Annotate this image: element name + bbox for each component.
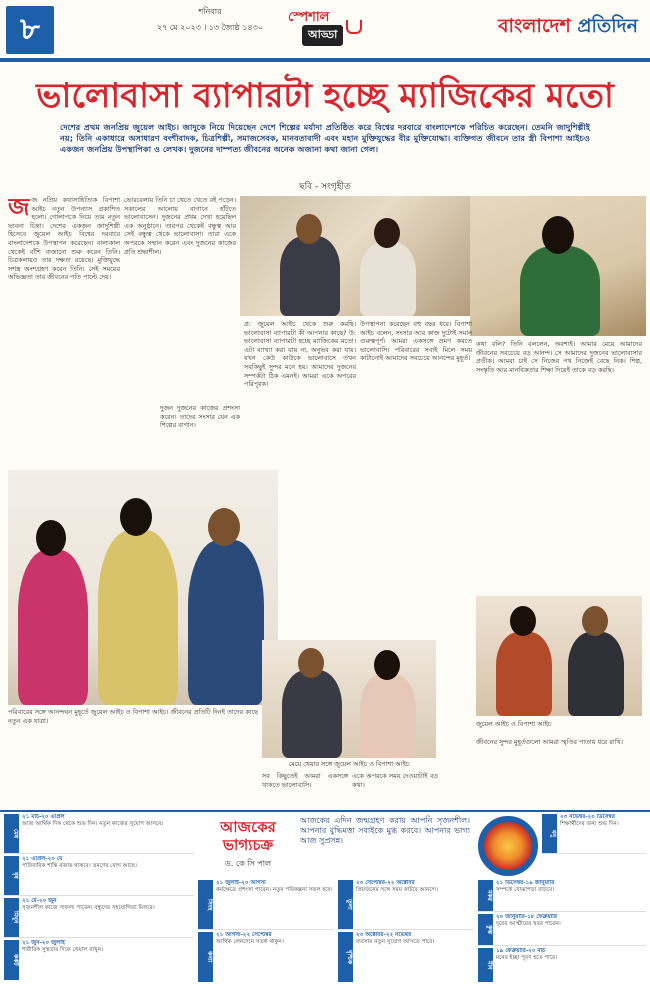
sign-date: ২৩ সেপ্টেম্বর-২২ অক্টোবর	[356, 880, 415, 886]
sign-text: ব্যবসায় নতুন সুযোগ আসতে পারে।	[356, 939, 435, 946]
sign-label: বৃশ্চিক	[338, 932, 353, 982]
horoscope-intro: আজকের এদিন জন্মগ্রহণ করায় আপনি সৃজনশীল। আপনার বুদ্ধিমত্তা সবাইকে মুগ্ধ করবে। আপনার ভাগ্য আজ সুপ্রসন্ন।	[300, 816, 470, 845]
sign-label: তুলা	[338, 880, 353, 929]
sign-text: সম্পর্কে বোঝাপড়া বাড়বে।	[496, 887, 555, 894]
sign-date: ১৯ ফেব্রুয়ারি-২০ মার্চ	[496, 948, 546, 954]
horoscope-sign-gemini	[4, 898, 194, 938]
photo-couple-sofa	[240, 196, 470, 316]
sign-label: মকর	[478, 880, 493, 911]
sign-text: শিক্ষার্থীদের জন্য শুভ দিন।	[560, 821, 619, 828]
masthead-part-1: বাংলাদেশ	[497, 15, 571, 37]
sign-text: আজ আর্থিক দিক থেকে শুভ দিন। নতুন কাজের সুযোগ আসবে।	[22, 821, 164, 828]
body-column-lower-3: জীবনের সুন্দর মুহূর্তগুলো আমরা স্মৃতির পাতায় ধরে রাখি।	[476, 738, 623, 746]
sign-date: ২৩ অক্টোবর-২২ নভেম্বর	[356, 932, 412, 938]
body-column-5: কথা বলি? তিনি বললেন, অবশ্যই। আমার মেয়ে আমাদের জীবনের সবচেয়ে বড় আনন্দ। সে আমাদের দুজনের ভালোবাসার প্রতীক। আমরা চাই সে নিজের পথ নিজেই বেছে নিক। শিল্প, সংস্কৃতি আর মানবিকতার শিক্ষা দিয়েই তাকে বড় করছি।	[476, 340, 642, 374]
sign-date: ২১ মার্চ-২০ এপ্রিল	[22, 814, 65, 820]
horoscope-sign-aquarius	[478, 914, 646, 946]
horoscope-title-line-2: ভাগ্যচক্র	[222, 836, 274, 854]
sign-text: কর্মক্ষেত্রে প্রশংসা পাবেন। নতুন পরিকল্পনা সফল হবে।	[216, 887, 333, 894]
header-rule	[0, 58, 650, 62]
page-header	[0, 0, 650, 62]
body-column-1	[8, 196, 120, 468]
article-intro: দেশের প্রথম জনপ্রিয় জুয়েল আইচ। জাদুকে নিয়ে দিয়েছেন দেশে শিল্পের মর্যাদা প্রতিষ্ঠিত করে বিশ্বের দরবারে বাংলাদেশকে পরিচিত করেছেন। তেমনি জাদুশিল্পীই নয়; তিনি একাধারে অসাধারণ বংশীবাদক, চিত্রশিল্পী, সমাজসেবক, মানবতাবাদী এবং মহান মুক্তিযুদ্ধের বীর মুক্তিযোদ্ধা। ব্যক্তিগত জীবনে তার স্ত্রী বিপাশা আইচও একজন জনপ্রিয় উপস্থাপিকা ও লেখক। দুজনের দাম্পত্য জীবনের অনেক অজানা কথা জানা গেল।	[60, 122, 590, 154]
sign-label: মেষ	[4, 814, 19, 853]
horoscope-author: ড. কে সি পাল	[224, 859, 272, 868]
sign-date: ২১ জুলাই-২০ আগস্ট	[216, 880, 266, 886]
sign-label: কর্কট	[4, 940, 19, 980]
body-column-lower-1: সব কিছুতেই আমরা একসঙ্গে থাকতে ভালোবাসি।	[262, 772, 348, 789]
drop-cap: জ	[8, 196, 30, 221]
article-headline: ভালোবাসা ব্যাপারটা হচ্ছে ম্যাজিকের মতো	[36, 76, 614, 116]
sign-label: কন্যা	[198, 932, 213, 982]
section-logo-bottom: আড্ডা	[302, 25, 343, 46]
horoscope-sign-pisces	[478, 948, 646, 982]
body-column-4: উপস্থাপনা করেছেন বহু বছর ধরে। বিপাশা আইচ বলেন, সংসার আর কাজ দুটোই সমান গুরুত্বপূর্ণ। আমরা একসঙ্গে ভ্রমণ করতে ভালোবাসি। পরিবারের সবাই মিলে সময় কাটানোই আমাদের সবচেয়ে আনন্দের মুহূর্ত।	[360, 320, 472, 363]
sign-text: প্রিয়জনের সঙ্গে সময় কাটবে আনন্দে।	[356, 887, 439, 894]
sign-label: মিথুন	[4, 898, 19, 937]
sign-text: সৃজনশীল কাজে সাফল্য পাবেন। বন্ধুদের সহযোগিতা মিলবে।	[22, 905, 155, 912]
sign-text: আর্থিক লেনদেনে সতর্ক থাকুন।	[216, 939, 284, 946]
photo-daughter	[262, 640, 436, 758]
sign-label: মীন	[478, 948, 493, 982]
horoscope-sign-leo	[198, 880, 334, 930]
sign-label: ধনু	[542, 814, 557, 853]
page-number: ৮	[6, 6, 54, 54]
horoscope-sign-cancer	[4, 940, 194, 980]
section-logo-top: স্পেশাল	[288, 10, 330, 25]
photo-caption-daughter: মেয়ে খেয়ার সঙ্গে জুয়েল আইচ ও বিপাশা আইচ	[288, 760, 410, 768]
photo-couple-standing	[476, 596, 642, 716]
body-column-2: ভোরবেলায় তিনি চা খেতে খেতে বই পড়েন। সকালের আলোয় বাগানে হাঁটতে ভালোবাসেন। দুজনের প্রথম দেখা হয়েছিল এক অনুষ্ঠানে। তারপর থেকেই বন্ধুত্ব আর সেই বন্ধুত্ব থেকে ভালোবাসা। তারা একে অপরকে সম্মান করেন এবং দুজনের কাজের প্রতি শ্রদ্ধাশীল।	[124, 196, 236, 256]
horoscope-sign-virgo	[198, 932, 334, 982]
photo-bipasha-aich	[470, 196, 646, 336]
body-column-lower-2: একে অপরকে সময় দেওয়াটাই বড় কথা।	[352, 772, 438, 789]
zodiac-wheel-icon	[478, 816, 538, 876]
horoscope-sign-capricorn	[478, 880, 646, 912]
sign-date: ২১ জুন-২০ জুলাই	[22, 940, 65, 946]
header-date: ২৭ মে ২০২৩ । ১৩ জ্যৈষ্ঠ ১৪৩০	[156, 23, 264, 32]
body-column-6: দুজন দুজনের কাজের প্রশংসা করেন। তাদের সংসার যেন এক শিল্পের বাগান।	[160, 404, 240, 430]
sign-date: ২১ এপ্রিল-২০ মে	[22, 856, 63, 862]
sign-label: বৃষ	[4, 856, 19, 895]
horoscope-sign-sagittarius	[542, 814, 646, 854]
horoscope-sign-scorpio	[338, 932, 474, 982]
photo-caption-couple: জুয়েল আইচ ও বিপাশা আইচ	[476, 720, 552, 728]
sign-text: পারিবারিক শান্তি বজায় থাকবে। ভ্রমণের যোগ আছে।	[22, 863, 137, 870]
sign-label: সিংহ	[198, 880, 213, 929]
body-column-3: প্র: জুয়েল আইচ থেকে শুরু করছি। ভালোবাসা ব্যাপারটা কী আপনার কাছে? উ: ভালোবাসা ব্যাপারটা হচ্ছে ম্যাজিকের মতো। এটা ব্যাখ্যা করা যায় না, অনুভব করা যায়। যখন কেউ কাউকে ভালোবাসে তখন সবকিছুই সুন্দর মনে হয়। আমাদের দুজনের সম্পর্কটা ঠিক এমনই। আমরা একে অপরের পরিপূরক।	[244, 320, 356, 389]
horoscope-sign-taurus	[4, 856, 194, 896]
masthead	[498, 12, 638, 44]
sign-date: ২০ জানুয়ারি-১৮ ফেব্রুয়ারি	[496, 914, 557, 920]
article-byline: ছবি - সংগৃহীত	[299, 182, 351, 192]
body-column-1-text: জ নপ্রিয় কথাসাহিত্যিক বিপাশা আইচ নতুন উপন্যাস প্রকাশিত হলো। গোলাপকে নিয়ে তার নতুন ভাবনা চিন্তা। দেশের একজন জাদুশিল্পী হিসেবে জুয়েল আইচ বিশ্বের দরবারে বাংলাদেশকে উপস্থাপন করেছেন। বাল্যকাল থেকেই বাঁশি বাজানো শুরু করেন তিনি। চিত্রকলায়ও তার দক্ষতা রয়েছে। মুক্তিযুদ্ধে সশস্ত্র অংশগ্রহণ করেন তিনি। সেই সময়ের অভিজ্ঞতা তার জীবনের গতি পাল্টে দেয়।	[8, 196, 120, 282]
horoscope-title-line-1: আজকের	[220, 818, 276, 836]
horoscope-sign-libra	[338, 880, 474, 930]
horoscope-sign-aries	[4, 814, 194, 854]
sign-label: কুম্ভ	[478, 914, 493, 945]
horoscope-title	[198, 818, 298, 854]
sign-date: ২১ আগস্ট-২২ সেপ্টেম্বর	[216, 932, 272, 938]
tea-cup-icon	[346, 20, 362, 34]
sign-text: দূরের আত্মীয়ের খবর পাবেন।	[496, 921, 561, 928]
section-logo	[288, 6, 368, 46]
header-day: শনিবার	[198, 7, 222, 16]
sign-date: ২৩ নভেম্বর-২০ ডিসেম্বর	[560, 814, 615, 820]
sign-text: মনের ইচ্ছা পূরণ হতে পারে।	[496, 955, 558, 962]
sign-text: শারীরিক সুস্থতার দিকে খেয়াল রাখুন।	[22, 947, 104, 954]
masthead-part-2: প্রতিদিন	[577, 15, 638, 37]
sign-date: ২১ মে-২০ জুন	[22, 898, 57, 904]
sign-date: ২১ ডিসেম্বর-১৯ জানুয়ারি	[496, 880, 555, 886]
body-column-lower-left: পরিবারের সঙ্গে আনন্দঘন মুহূর্তে জুয়েল আইচ ও বিপাশা আইচ। জীবনের প্রতিটি দিনই তাদের কাছে নতুন এক যাত্রা।	[8, 708, 258, 725]
